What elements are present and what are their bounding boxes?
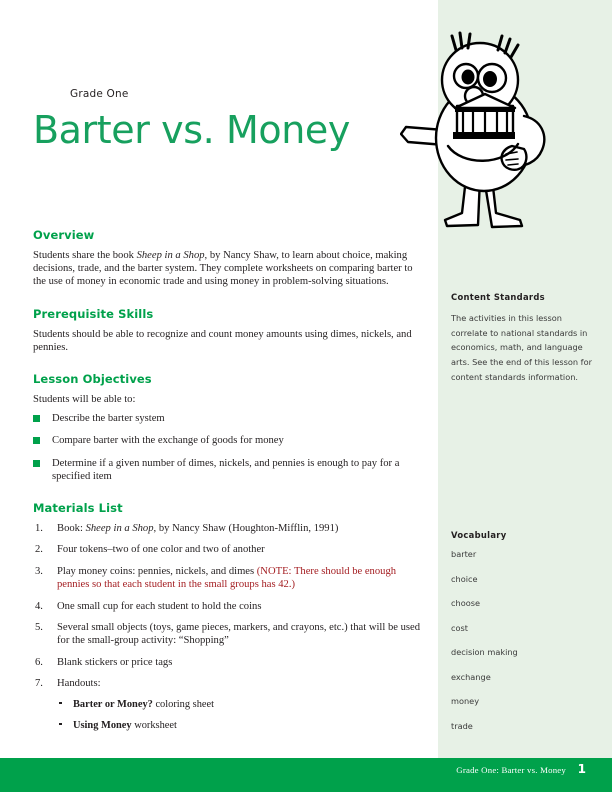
handout-title: Barter or Money?: [73, 698, 153, 710]
list-item: [57, 698, 423, 711]
item-number: 7.: [35, 678, 43, 690]
item-text-pre: Blank stickers or price tags: [57, 656, 173, 668]
square-bullet-icon: [33, 437, 40, 444]
list-item: choice: [451, 573, 478, 584]
handout-suffix: coloring sheet: [152, 698, 215, 710]
book-title-italic: Sheep in a Shop: [85, 523, 154, 535]
list-item: decision making: [451, 647, 518, 657]
item-number: 1.: [35, 523, 43, 535]
page-number: 1: [577, 762, 586, 776]
sidebar-heading-content-standards: Content Standards: [451, 292, 545, 302]
section-heading-lesson-objectives: Lesson Objectives: [33, 372, 152, 387]
item-number: 3.: [35, 565, 43, 577]
materials-list: [33, 522, 423, 732]
list-item: exchange: [451, 671, 491, 682]
item-text-pre: One small cup for each student to hold the coins: [57, 600, 262, 612]
handouts-list: [57, 698, 423, 732]
item-number: 4.: [35, 600, 43, 612]
overview-paragraph: [33, 249, 423, 289]
item-number: 2.: [35, 544, 43, 556]
item-number: 6.: [35, 656, 43, 668]
content-standards-block: [451, 292, 601, 385]
objective-text: Compare barter with the exchange of goods for money: [52, 435, 284, 447]
list-item: [33, 543, 423, 556]
item-text-pre: Play money coins: pennies, nickels, and dimes: [57, 565, 257, 577]
handout-title: Using Money: [73, 719, 132, 731]
handout-suffix: worksheet: [131, 719, 177, 731]
item-number: 5.: [35, 622, 43, 634]
item-text-post: , by Nancy Shaw (Houghton-Mifflin, 1991): [153, 523, 339, 535]
list-item: [33, 412, 423, 425]
item-text-pre: Book:: [57, 523, 86, 535]
section-heading-prerequisite-skills: Prerequisite Skills: [33, 306, 154, 321]
list-item: [33, 600, 423, 613]
section-heading-overview: Overview: [33, 228, 95, 242]
book-title-italic: Sheep in a Shop: [136, 250, 205, 261]
sidebar-heading-vocabulary: Vocabulary: [451, 530, 507, 540]
vocabulary-list: [451, 549, 601, 731]
objective-text: Determine if a given number of dimes, nickels, and pennies is enough to pay for a specified item: [52, 457, 400, 482]
footer-bar: [0, 758, 612, 792]
list-item: [33, 457, 423, 483]
item-text-pre: Four tokens–two of one color and two of another: [57, 544, 265, 556]
list-item: [33, 434, 423, 447]
list-item: cost: [451, 622, 468, 633]
square-bullet-icon: [33, 460, 40, 467]
lesson-objectives-list: [33, 412, 423, 483]
item-text-pre: Handouts:: [57, 678, 101, 690]
dot-bullet-icon: [59, 723, 62, 726]
content-standards-text: The activities in this lesson correlate to national standards in economics, math, and language arts. See the end of this lesson for content standards information.: [451, 313, 592, 382]
list-item: [57, 719, 423, 732]
item-text-pre: Several small objects (toys, game pieces, markers, and crayons, etc.) that will be used for the small-group activity: “Shopping”: [57, 622, 421, 647]
dot-bullet-icon: [59, 702, 62, 705]
page-title: Barter vs. Money: [33, 108, 350, 152]
grade-level-kicker: Grade One: [70, 88, 129, 100]
square-bullet-icon: [33, 415, 40, 422]
objectives-intro: Students will be able to:: [33, 394, 136, 406]
list-item: choose: [451, 598, 481, 608]
main-content-column: [33, 228, 423, 740]
section-heading-materials-list: Materials List: [33, 501, 123, 516]
materials-note-callout: (NOTE: There should be enough pennies so that each student in the small groups has 42.): [57, 565, 397, 591]
vocabulary-block: [451, 530, 601, 745]
objective-text: Describe the barter system: [52, 413, 165, 425]
list-item: [33, 565, 423, 592]
list-item: money: [451, 696, 480, 706]
list-item: [33, 677, 423, 731]
list-item: trade: [451, 720, 473, 731]
prerequisite-paragraph: Students should be able to recognize and count money amounts using dimes, nickels, and pennies.: [33, 328, 412, 353]
overview-text-before: Students share the book: [33, 250, 137, 261]
list-item: barter: [451, 549, 477, 559]
footer-title: Grade One: Barter vs. Money: [456, 765, 566, 775]
list-item: [33, 522, 423, 535]
overview-text-after: , by Nancy Shaw, to learn about choice, making decisions, trade, and the barter system. They complete worksheets on comparing barter to the use of money in economic trade and using money in problem-solving situations.: [33, 250, 413, 288]
list-item: [33, 656, 423, 669]
cartoon-mascot-illustration: [400, 28, 570, 233]
list-item: [33, 621, 423, 648]
